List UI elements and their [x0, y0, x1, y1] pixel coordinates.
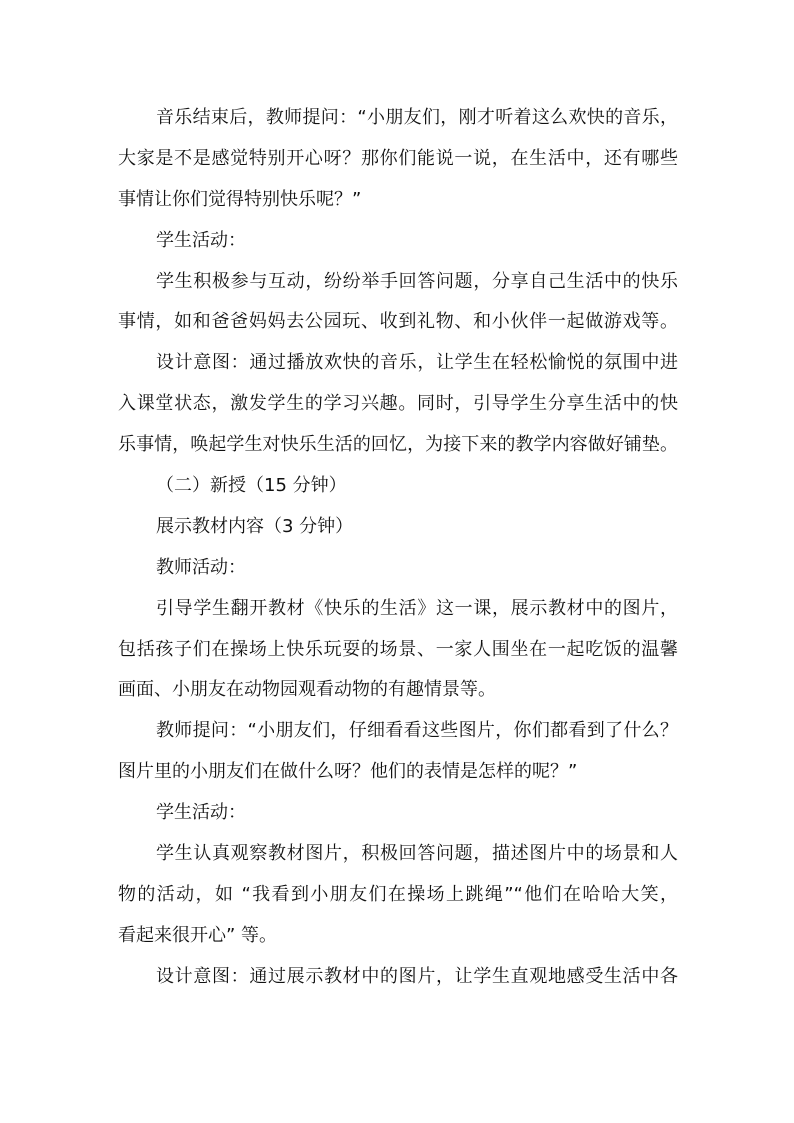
- section-label: 学生活动：: [156, 802, 246, 824]
- text-line: 设计意图：通过展示教材中的图片，让学生直观地感受生活中各: [156, 965, 678, 987]
- text-line: 物的活动，如 “我看到小朋友们在操场上跳绳”“他们在哈哈大笑，: [118, 883, 678, 905]
- text-line: 图片里的小朋友们在做什么呀？他们的表情是怎样的呢？”: [118, 761, 578, 783]
- subsection-heading: 展示教材内容（3 分钟）: [156, 515, 354, 537]
- section-label: 学生活动：: [156, 229, 246, 251]
- text-line: 乐事情，唤起学生对快乐生活的回忆，为接下来的教学内容做好铺垫。: [118, 434, 678, 456]
- text-line: 事情，如和爸爸妈妈去公园玩、收到礼物、和小伙伴一起做游戏等。: [118, 311, 678, 333]
- section-heading: （二）新授（15 分钟）: [156, 475, 347, 497]
- text-line: 引导学生翻开教材《快乐的生活》这一课，展示教材中的图片，: [156, 597, 678, 619]
- section-label: 教师活动：: [156, 556, 246, 578]
- text-line: 入课堂状态，激发学生的学习兴趣。同时，引导学生分享生活中的快: [118, 393, 678, 415]
- text-line: 画面、小朋友在动物园观看动物的有趣情景等。: [118, 679, 496, 701]
- text-line: 设计意图：通过播放欢快的音乐，让学生在轻松愉悦的氛围中进: [156, 352, 678, 374]
- text-line: 看起来很开心” 等。: [118, 924, 278, 946]
- text-line: 包括孩子们在操场上快乐玩耍的场景、一家人围坐在一起吃饭的温馨: [118, 638, 678, 660]
- text-line: 学生积极参与互动，纷纷举手回答问题，分享自己生活中的快乐: [156, 270, 678, 292]
- text-line: 事情让你们觉得特别快乐呢？”: [118, 188, 362, 210]
- text-line: 教师提问：“小朋友们，仔细看看这些图片，你们都看到了什么？: [156, 720, 678, 742]
- text-line: 学生认真观察教材图片，积极回答问题，描述图片中的场景和人: [156, 843, 678, 865]
- document-page: [118, 98, 678, 998]
- text-line: 音乐结束后，教师提问：“小朋友们，刚才听着这么欢快的音乐，: [156, 107, 678, 128]
- text-line: 大家是不是感觉特别开心呀？那你们能说一说，在生活中，还有哪些: [118, 147, 678, 169]
